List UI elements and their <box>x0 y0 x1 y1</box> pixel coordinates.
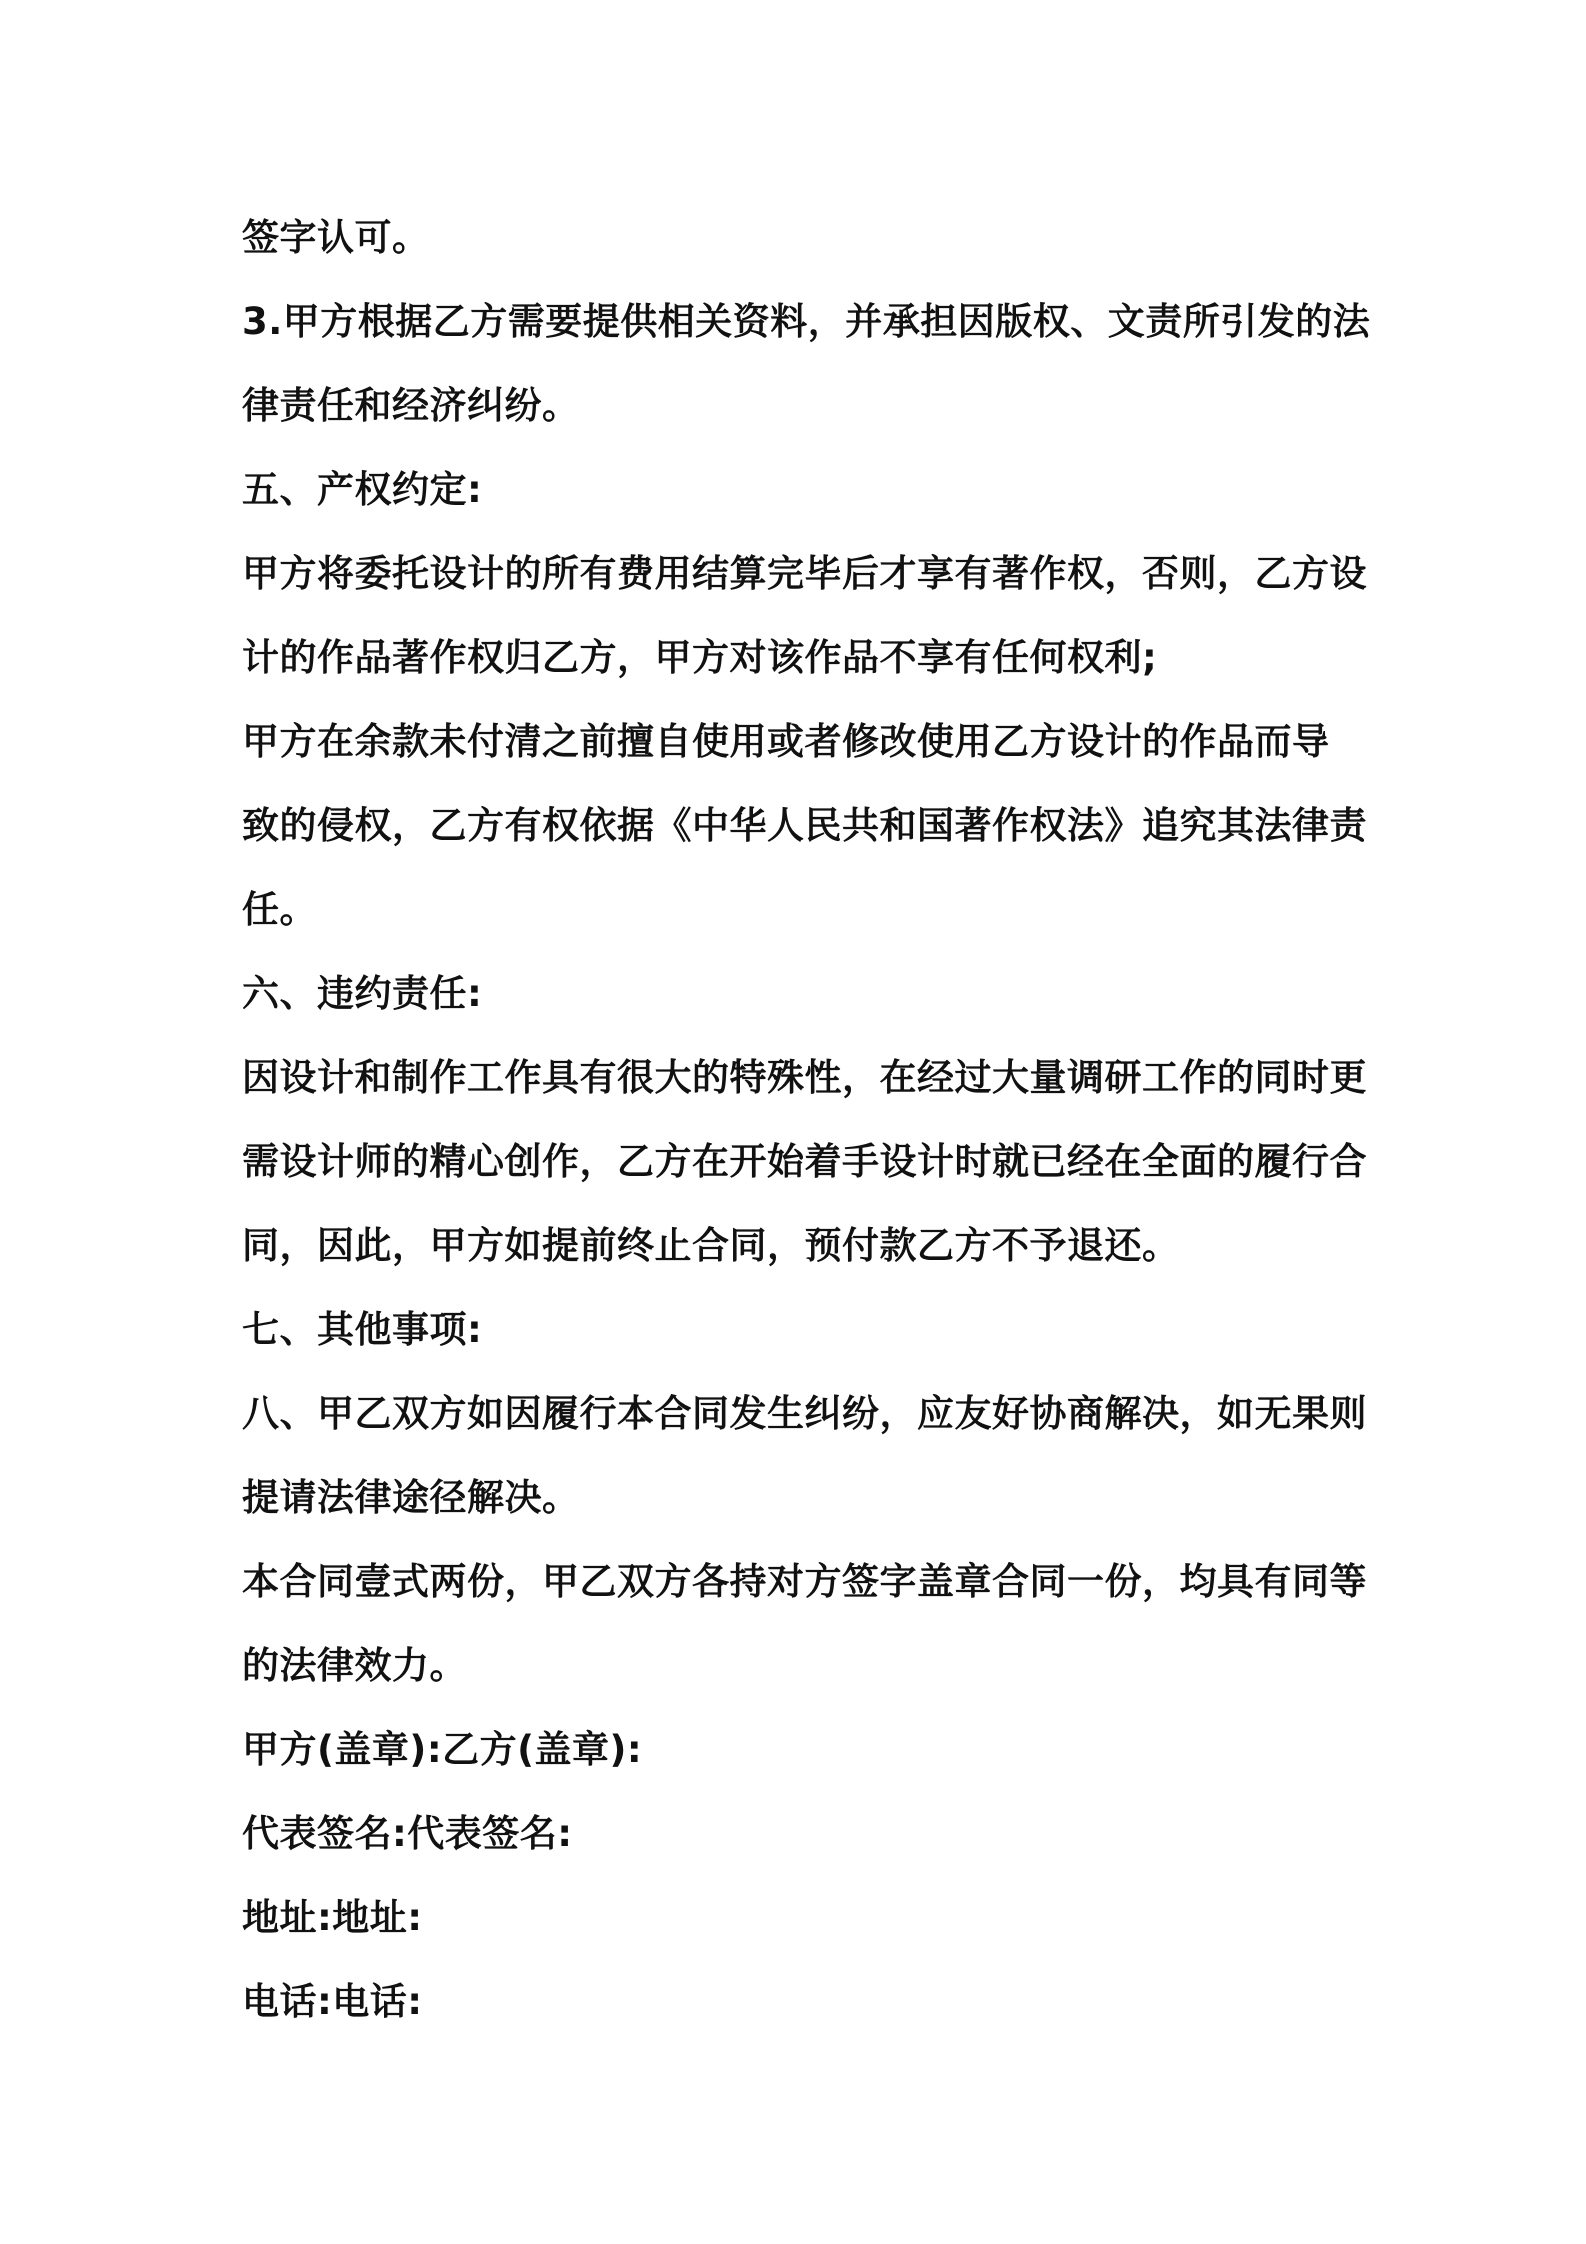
text-line: 签字认可。 <box>242 216 430 259</box>
text-line: 甲方将委托设计的所有费用结算完毕后才享有著作权，否则，乙方设 <box>242 552 1367 595</box>
text-line: 同，因此，甲方如提前终止合同，预付款乙方不予退还。 <box>242 1224 1180 1267</box>
text-line: 需设计师的精心创作，乙方在开始着手设计时就已经在全面的履行合 <box>242 1140 1367 1183</box>
text-line: 甲方在余款未付清之前擅自使用或者修改使用乙方设计的作品而导 <box>242 720 1330 763</box>
text-line: 3.甲方根据乙方需要提供相关资料，并承担因版权、文责所引发的法 <box>242 300 1371 343</box>
text-line: 提请法律途径解决。 <box>242 1476 580 1519</box>
signature-line-phone: 电话:电话: <box>242 1980 423 2023</box>
text-line: 的法律效力。 <box>242 1644 467 1687</box>
text-line: 致的侵权，乙方有权依据《中华人民共和国著作权法》追究其法律责 <box>242 804 1367 847</box>
text-line: 因设计和制作工作具有很大的特殊性，在经过大量调研工作的同时更 <box>242 1056 1367 1099</box>
section-heading: 六、违约责任: <box>242 972 483 1015</box>
contract-text <box>242 196 1371 2044</box>
signature-line-representative: 代表签名:代表签名: <box>242 1812 573 1855</box>
text-line: 八、甲乙双方如因履行本合同发生纠纷，应友好协商解决，如无果则 <box>242 1392 1367 1435</box>
signature-line-address: 地址:地址: <box>242 1896 423 1939</box>
text-line: 任。 <box>242 888 317 931</box>
section-heading: 五、产权约定: <box>242 468 483 511</box>
signature-line-seal: 甲方(盖章):乙方(盖章): <box>242 1728 643 1771</box>
text-line: 律责任和经济纠纷。 <box>242 384 580 427</box>
section-heading: 七、其他事项: <box>242 1308 483 1351</box>
text-line: 本合同壹式两份，甲乙双方各持对方签字盖章合同一份，均具有同等 <box>242 1560 1367 1603</box>
text-line: 计的作品著作权归乙方，甲方对该作品不享有任何权利; <box>242 636 1158 679</box>
